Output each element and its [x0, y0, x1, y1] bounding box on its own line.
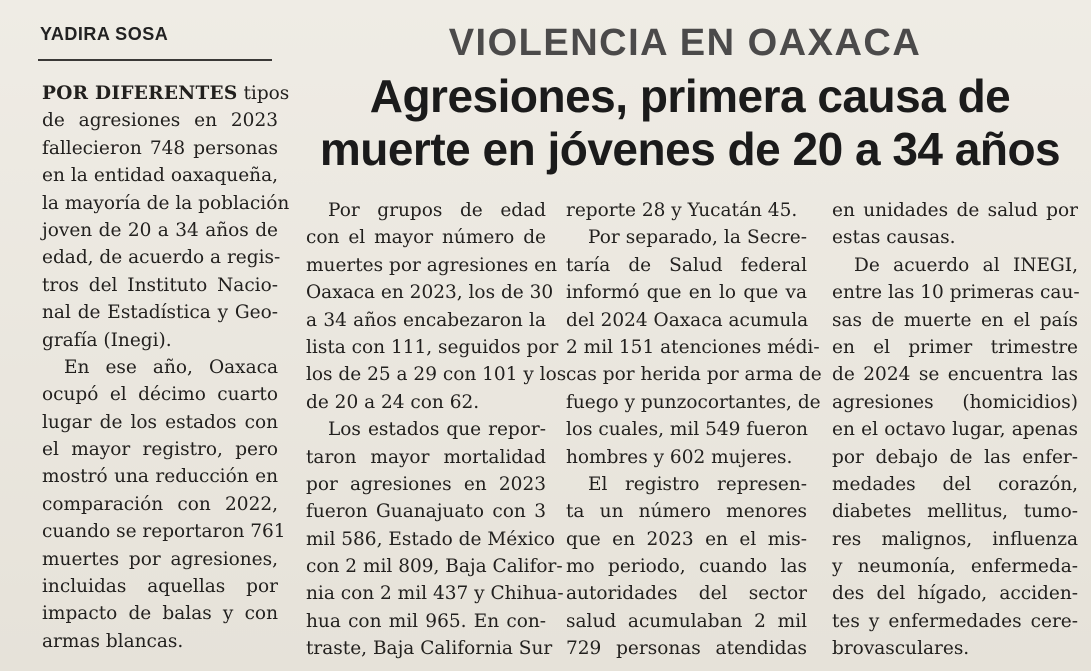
paragraph-line: grafía (Inegi).	[42, 329, 172, 351]
paragraph-line: en el primer trimestre	[832, 336, 1078, 358]
paragraph-line: en el octavo lugar, apenas	[832, 419, 1078, 441]
paragraph-line: nal de Estadística y Geo-	[42, 302, 278, 324]
paragraph-line: por agresiones en 2023	[306, 473, 546, 495]
paragraph-line: fueron Guanajuato con 3	[306, 501, 546, 523]
paragraph-line: lista con 111, seguidos por	[306, 336, 559, 358]
paragraph-line: muertes por agresiones en	[306, 254, 558, 276]
paragraph-line	[42, 80, 290, 107]
paragraph-line: ta un número menores	[566, 501, 807, 523]
byline: YADIRA SOSA	[40, 24, 169, 44]
paragraph-line: traste, Baja California Sur	[306, 638, 553, 660]
paragraph-line: mostró una reducción en	[42, 466, 278, 488]
paragraph-line: taría de Salud federal	[566, 254, 807, 276]
paragraph-line: cuando se reportaron 761	[42, 521, 286, 543]
paragraph-line: En ese año, Oaxaca	[64, 356, 278, 378]
paragraph-line: de 20 a 24 con 62.	[306, 391, 480, 413]
article-column-3	[566, 197, 822, 663]
paragraph-line: sas de muerte en el país	[832, 309, 1078, 331]
paragraph-line: informó que en lo que va	[566, 282, 807, 304]
article-column-4	[832, 197, 1078, 663]
paragraph-line: des del hígado, acciden-	[832, 583, 1078, 605]
paragraph-line: con el mayor número de	[306, 227, 546, 249]
paragraph-line: de 2024 se encuentra las	[832, 364, 1078, 386]
paragraph-line: en la entidad oaxaqueña,	[42, 165, 278, 187]
paragraph-line: De acuerdo al INEGI,	[854, 254, 1078, 276]
paragraph-line: medades del corazón,	[832, 473, 1078, 495]
paragraph-line: hombres y 602 mujeres.	[566, 446, 793, 468]
paragraph-line: brovasculares.	[832, 638, 970, 660]
paragraph-line: con 2 mil 809, Baja Califor-	[306, 556, 563, 578]
paragraph-line: comparación con 2022,	[42, 493, 278, 515]
paragraph-line: estas causas.	[832, 227, 956, 249]
paragraph-line: entre las 10 primeras cau-	[832, 282, 1080, 304]
paragraph-line: que en 2023 en el mis-	[566, 528, 807, 550]
paragraph-line: mo periodo, cuando las	[566, 556, 807, 578]
paragraph-line: salud acumulaban 2 mil	[566, 610, 807, 632]
paragraph-line: Por separado, la Secre-	[588, 227, 807, 249]
headline	[300, 70, 1080, 176]
paragraph-line: agresiones (homicidios)	[832, 391, 1078, 413]
paragraph-line: la mayoría de la población	[42, 192, 290, 214]
paragraph-line: fallecieron 748 personas	[42, 137, 278, 159]
article-column-2	[306, 197, 567, 663]
paragraph-line: impacto de balas y con	[42, 603, 278, 625]
paragraph-line: reporte 28 y Yucatán 45.	[566, 200, 798, 221]
section-kicker: VIOLENCIA EN OAXACA	[448, 22, 922, 64]
paragraph-line: hua con mil 965. En con-	[306, 610, 546, 632]
paragraph-line: joven de 20 a 34 años de	[42, 219, 278, 241]
paragraph-line: armas blancas.	[42, 630, 184, 652]
paragraph-line: mil 586, Estado de México	[306, 528, 556, 550]
paragraph-line: por debajo de las enfer-	[832, 446, 1078, 468]
paragraph-line: de agresiones en 2023	[42, 110, 278, 132]
paragraph-line: en unidades de salud por	[832, 200, 1078, 221]
paragraph-line: Los estados que repor-	[328, 419, 546, 441]
paragraph-line: Por grupos de edad	[328, 200, 546, 221]
paragraph-line: diabetes mellitus, tumo-	[832, 501, 1078, 523]
paragraph-line: 729 personas atendidas	[566, 638, 807, 660]
headline-line: muerte en jóvenes de 20 a 34 años	[319, 123, 1061, 175]
paragraph-line: edad, de acuerdo a regis-	[42, 247, 281, 269]
paragraph-line: Oaxaca en 2023, los de 30	[306, 282, 554, 304]
paragraph-line: taron mayor mortalidad	[306, 446, 546, 468]
paragraph-line: res malignos, influenza	[832, 528, 1078, 550]
paragraph-line: lugar de los estados con	[42, 411, 278, 433]
paragraph-line: tes y enfermedades cere-	[832, 610, 1078, 632]
paragraph-line: ocupó el décimo cuarto	[42, 384, 278, 406]
paragraph-line: del 2024 Oaxaca acumula	[566, 309, 809, 331]
paragraph-line: incluidas aquellas por	[42, 576, 278, 598]
paragraph-line: el mayor registro, pero	[42, 439, 278, 461]
paragraph-line: tros del Instituto Nacio-	[42, 274, 278, 296]
lead-in-caps: POR DIFERENTES	[42, 83, 238, 104]
headline-line: Agresiones, primera causa de	[369, 70, 1011, 122]
paragraph-line: autoridades del sector	[566, 583, 807, 605]
article-column-1	[42, 80, 290, 655]
paragraph-line: 2 mil 151 atenciones médi-	[566, 336, 820, 358]
lead-in-rest: tipos	[237, 83, 290, 104]
paragraph-line: y neumonía, enfermeda-	[832, 556, 1078, 578]
paragraph-line: los cuales, mil 549 fueron	[566, 419, 808, 441]
byline-rule	[38, 59, 272, 61]
paragraph-line: muertes por agresiones,	[42, 548, 278, 570]
paragraph-line: nia con 2 mil 437 y Chihua-	[306, 583, 564, 605]
paragraph-line: los de 25 a 29 con 101 y los	[306, 364, 567, 386]
paragraph-line: cas por herida por arma de	[566, 364, 822, 386]
paragraph-line: a 34 años encabezaron la	[306, 309, 546, 331]
paragraph-line: fuego y punzocortantes, de	[566, 391, 821, 413]
paragraph-line: El registro represen-	[588, 473, 807, 495]
